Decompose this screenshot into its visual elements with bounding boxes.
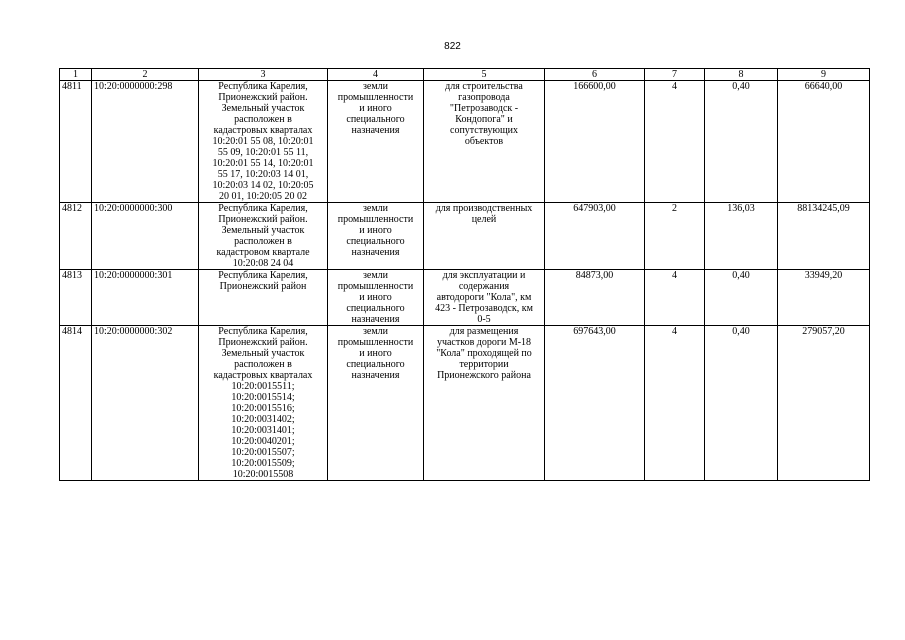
location-cell: Республика Карелия, Прионежский район (199, 270, 328, 326)
column-header: 6 (545, 69, 645, 81)
col9-cell: 88134245,09 (778, 203, 870, 270)
col9-cell: 33949,20 (778, 270, 870, 326)
table-row (60, 326, 870, 481)
col7-cell: 4 (645, 81, 705, 203)
col7-cell: 4 (645, 270, 705, 326)
column-header: 1 (60, 69, 92, 81)
col8-cell: 0,40 (705, 326, 778, 481)
land-category-cell: земли промышленности и иного специального назначения (328, 270, 424, 326)
purpose-cell: для размещения участков дороги М-18 "Кола" проходящей по территории Прионежского района (424, 326, 545, 481)
col8-cell: 0,40 (705, 81, 778, 203)
land-category-cell: земли промышленности и иного специального назначения (328, 203, 424, 270)
header-row (60, 69, 870, 81)
location-cell: Республика Карелия, Прионежский район. Земельный участок расположен в кадастровом квартале 10:20:08 24 04 (199, 203, 328, 270)
column-header: 2 (92, 69, 199, 81)
table-row (60, 81, 870, 203)
land-category-cell: земли промышленности и иного специального назначения (328, 326, 424, 481)
page-number: 822 (444, 41, 461, 52)
col9-cell: 279057,20 (778, 326, 870, 481)
row-id-cell: 4812 (60, 203, 92, 270)
land-category-cell: земли промышленности и иного специального назначения (328, 81, 424, 203)
area-cell: 647903,00 (545, 203, 645, 270)
col7-cell: 4 (645, 326, 705, 481)
col8-cell: 0,40 (705, 270, 778, 326)
column-header: 7 (645, 69, 705, 81)
column-header: 5 (424, 69, 545, 81)
col8-cell: 136,03 (705, 203, 778, 270)
column-header: 8 (705, 69, 778, 81)
row-id-cell: 4814 (60, 326, 92, 481)
purpose-cell: для эксплуатации и содержания автодороги "Кола", км 423 - Петрозаводск, км 0-5 (424, 270, 545, 326)
cadastral-number-cell: 10:20:0000000:302 (92, 326, 199, 481)
col9-cell: 66640,00 (778, 81, 870, 203)
land-parcels-table (59, 68, 870, 481)
purpose-cell: для производственных целей (424, 203, 545, 270)
row-id-cell: 4811 (60, 81, 92, 203)
area-cell: 166600,00 (545, 81, 645, 203)
col7-cell: 2 (645, 203, 705, 270)
table-row (60, 203, 870, 270)
cadastral-number-cell: 10:20:0000000:300 (92, 203, 199, 270)
cadastral-number-cell: 10:20:0000000:301 (92, 270, 199, 326)
column-header: 9 (778, 69, 870, 81)
column-header: 4 (328, 69, 424, 81)
purpose-cell: для строительства газопровода "Петрозаводск - Кондопога" и сопутствующих объектов (424, 81, 545, 203)
area-cell: 697643,00 (545, 326, 645, 481)
area-cell: 84873,00 (545, 270, 645, 326)
column-header: 3 (199, 69, 328, 81)
cadastral-number-cell: 10:20:0000000:298 (92, 81, 199, 203)
location-cell: Республика Карелия, Прионежский район. Земельный участок расположен в кадастровых кварталах 10:20:0015511; 10:20:0015514; 10:20:0015516; 10:20:0031402; 10:20:0031401; 10:20:0040201; 10:20:0015507; 10:20:0015509; 10:20:0015508 (199, 326, 328, 481)
location-cell: Республика Карелия, Прионежский район. Земельный участок расположен в кадастровых кварталах 10:20:01 55 08, 10:20:01 55 09, 10:20:01 55 11, 10:20:01 55 14, 10:20:01 55 17, 10:20:03 14 01, 10:20:03 14 02, 10:20:05 20 01, 10:20:05 20 02 (199, 81, 328, 203)
row-id-cell: 4813 (60, 270, 92, 326)
table-row (60, 270, 870, 326)
